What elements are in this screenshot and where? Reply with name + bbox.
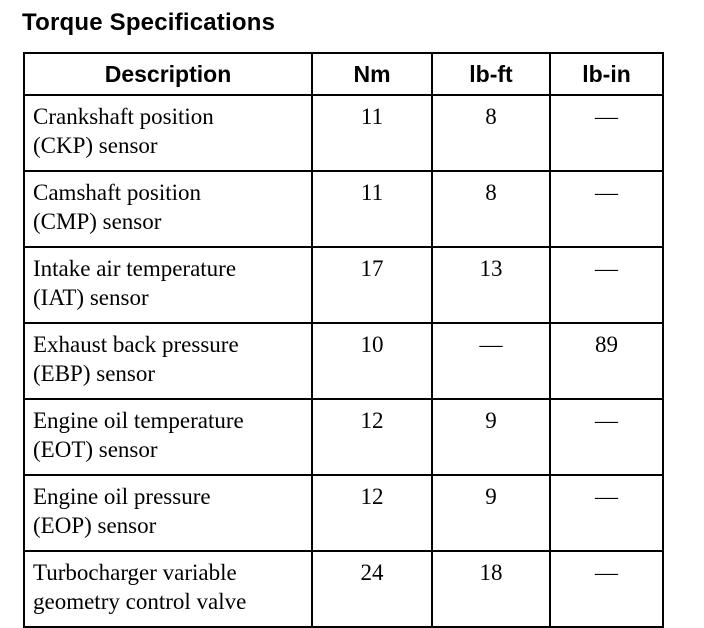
table-row	[24, 247, 663, 323]
page-title: Torque Specifications	[22, 9, 276, 36]
lb-ft-cell: 18	[432, 551, 550, 627]
lb-in-cell: —	[550, 475, 663, 551]
lb-ft-cell: 9	[432, 475, 550, 551]
table-row	[24, 171, 663, 247]
description-line: (CKP) sensor	[33, 133, 158, 158]
description-cell	[24, 171, 312, 247]
table-row	[24, 475, 663, 551]
description-line: Engine oil temperature	[33, 408, 244, 433]
description-line: (IAT) sensor	[33, 285, 149, 310]
table-row	[24, 551, 663, 627]
nm-cell: 17	[312, 247, 432, 323]
description-line: geometry control valve	[33, 589, 247, 614]
nm-cell: 10	[312, 323, 432, 399]
lb-in-cell: 89	[550, 323, 663, 399]
description-line: Crankshaft position	[33, 104, 214, 129]
description-line: (CMP) sensor	[33, 209, 162, 234]
lb-ft-cell: —	[432, 323, 550, 399]
table-header-row	[24, 53, 663, 95]
lb-in-cell: —	[550, 551, 663, 627]
lb-in-cell: —	[550, 171, 663, 247]
lb-ft-cell: 9	[432, 399, 550, 475]
column-header-description: Description	[24, 53, 312, 95]
torque-spec-table	[23, 52, 664, 628]
nm-cell: 11	[312, 171, 432, 247]
description-line: (EOT) sensor	[33, 437, 158, 462]
nm-cell: 24	[312, 551, 432, 627]
description-line: (EBP) sensor	[33, 361, 156, 386]
nm-cell: 11	[312, 95, 432, 171]
lb-in-cell: —	[550, 399, 663, 475]
nm-cell: 12	[312, 399, 432, 475]
table-row	[24, 399, 663, 475]
lb-ft-cell: 8	[432, 95, 550, 171]
description-line: Engine oil pressure	[33, 484, 211, 509]
description-cell	[24, 247, 312, 323]
description-line: Camshaft position	[33, 180, 202, 205]
description-cell	[24, 551, 312, 627]
table-row	[24, 95, 663, 171]
description-cell	[24, 95, 312, 171]
description-cell	[24, 475, 312, 551]
table-row	[24, 323, 663, 399]
description-line: (EOP) sensor	[33, 513, 157, 538]
lb-in-cell: —	[550, 95, 663, 171]
lb-ft-cell: 8	[432, 171, 550, 247]
lb-in-cell: —	[550, 247, 663, 323]
column-header-lb-ft: lb-ft	[432, 53, 550, 95]
description-line: Turbocharger variable	[33, 560, 237, 585]
nm-cell: 12	[312, 475, 432, 551]
description-line: Exhaust back pressure	[33, 332, 239, 357]
column-header-lb-in: lb-in	[550, 53, 663, 95]
description-cell	[24, 323, 312, 399]
description-cell	[24, 399, 312, 475]
column-header-nm: Nm	[312, 53, 432, 95]
lb-ft-cell: 13	[432, 247, 550, 323]
description-line: Intake air temperature	[33, 256, 237, 281]
